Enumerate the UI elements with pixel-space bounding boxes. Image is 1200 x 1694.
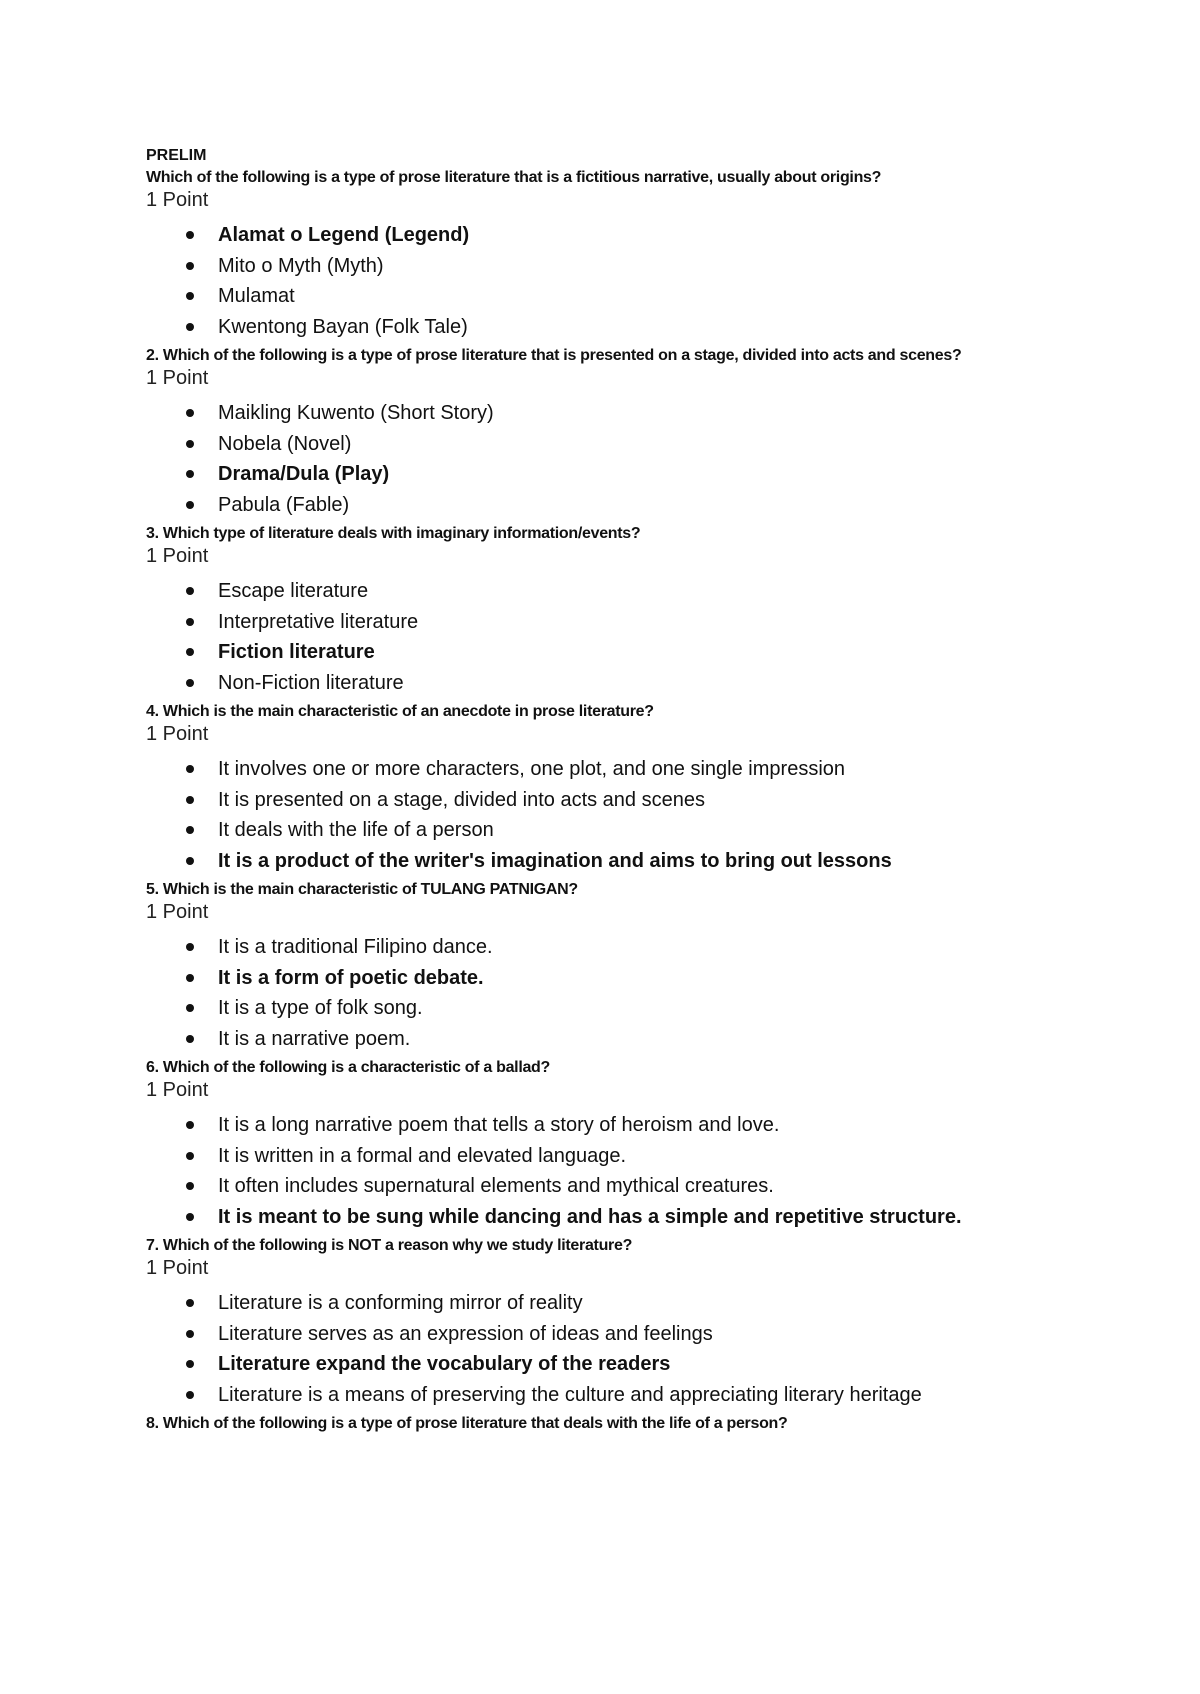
answer-option-label: It involves one or more characters, one plot, and one single impression (218, 758, 846, 780)
bullet-icon (186, 1121, 194, 1129)
answer-options (146, 1288, 1106, 1410)
bullet-icon (186, 409, 194, 417)
bullet-icon (186, 1299, 194, 1307)
answer-option (186, 1171, 1106, 1202)
answer-option-label: Pabula (Fable) (218, 493, 350, 516)
answer-option (186, 1141, 1106, 1172)
question-block (146, 1058, 1106, 1232)
question-block (146, 702, 1106, 876)
answer-option-label: Non-Fiction literature (218, 671, 404, 694)
question-block (146, 346, 1106, 520)
quiz-content (146, 146, 1106, 1434)
question-points: 1 Point (146, 367, 209, 389)
answer-option-label: Mulamat (218, 285, 295, 307)
answer-option (186, 429, 1106, 460)
bullet-icon (186, 826, 194, 834)
answer-options (146, 220, 1106, 342)
bullet-icon (186, 618, 194, 626)
answer-option-label: It is meant to be sung while dancing and has a simple and repetitive structure. (218, 1205, 962, 1228)
answer-option-label: It is a long narrative poem that tells a story of heroism and love. (218, 1114, 780, 1136)
bullet-icon (186, 943, 194, 951)
answer-options (146, 398, 1106, 520)
answer-option (186, 1110, 1106, 1141)
bullet-icon (186, 1330, 194, 1338)
answer-option (186, 1288, 1106, 1319)
answer-option-label: Alamat o Legend (Legend) (218, 224, 470, 246)
answer-option-label: It is a narrative poem. (218, 1027, 411, 1050)
bullet-icon (186, 796, 194, 804)
answer-option-label: Literature is a conforming mirror of reality (218, 1292, 583, 1314)
answer-option-label: It often includes supernatural elements and mythical creatures. (218, 1175, 774, 1197)
question-points: 1 Point (146, 1257, 209, 1279)
answer-option (186, 576, 1106, 607)
bullet-icon (186, 1391, 194, 1399)
answer-option-correct (186, 1202, 1106, 1233)
question-text: Which of the following is a type of prose literature that is a fictitious narrative, usually about origins? (146, 169, 882, 186)
answer-option-label: Fiction literature (218, 641, 375, 663)
answer-option-label: Mito o Myth (Myth) (218, 254, 384, 277)
bullet-icon (186, 1152, 194, 1160)
answer-option-label: It is presented on a stage, divided into acts and scenes (218, 788, 705, 811)
bullet-icon (186, 1360, 194, 1368)
question-text: 5. Which is the main characteristic of TULANG PATNIGAN? (146, 881, 578, 898)
answer-option (186, 281, 1106, 312)
answer-option (186, 490, 1106, 521)
question-block (146, 1236, 1106, 1410)
bullet-icon (186, 323, 194, 331)
answer-option (186, 607, 1106, 638)
question-points: 1 Point (146, 1079, 209, 1101)
bullet-icon (186, 440, 194, 448)
answer-option-label: It is a type of folk song. (218, 997, 423, 1019)
bullet-icon (186, 470, 194, 478)
answer-option-label: It is written in a formal and elevated language. (218, 1144, 627, 1167)
answer-option-label: Literature is a means of preserving the culture and appreciating literary heritage (218, 1383, 922, 1406)
question-text: 4. Which is the main characteristic of an anecdote in prose literature? (146, 703, 654, 720)
bullet-icon (186, 648, 194, 656)
bullet-icon (186, 501, 194, 509)
bullet-icon (186, 857, 194, 865)
answer-option-label: It is a form of poetic debate. (218, 966, 484, 989)
answer-option (186, 398, 1106, 429)
bullet-icon (186, 587, 194, 595)
bullet-icon (186, 1213, 194, 1221)
bullet-icon (186, 679, 194, 687)
bullet-icon (186, 974, 194, 982)
bullet-icon (186, 292, 194, 300)
answer-option-label: It deals with the life of a person (218, 819, 494, 841)
question-block (146, 880, 1106, 1054)
answer-option (186, 251, 1106, 282)
answer-option (186, 932, 1106, 963)
question-points: 1 Point (146, 545, 209, 567)
answer-option-label: It is a product of the writer's imagination and aims to bring out lessons (218, 849, 892, 872)
answer-option-label: Interpretative literature (218, 610, 419, 633)
answer-option-label: Drama/Dula (Play) (218, 463, 390, 485)
question-block (146, 524, 1106, 698)
answer-option (186, 754, 1106, 785)
question-text: 6. Which of the following is a characteristic of a ballad? (146, 1059, 551, 1076)
bullet-icon (186, 765, 194, 773)
bullet-icon (186, 1035, 194, 1043)
question-block (146, 1414, 1106, 1434)
answer-option (186, 993, 1106, 1024)
answer-option-label: It is a traditional Filipino dance. (218, 936, 493, 958)
answer-options (146, 1110, 1106, 1232)
question-list (146, 168, 1106, 1434)
answer-option-label: Maikling Kuwento (Short Story) (218, 402, 494, 424)
answer-option-label: Escape literature (218, 580, 369, 602)
answer-option-label: Nobela (Novel) (218, 432, 352, 455)
answer-option-label: Literature serves as an expression of ideas and feelings (218, 1322, 713, 1345)
answer-option-correct (186, 1349, 1106, 1380)
answer-option-correct (186, 637, 1106, 668)
page-heading: PRELIM (146, 147, 207, 164)
bullet-icon (186, 262, 194, 270)
answer-option (186, 312, 1106, 343)
bullet-icon (186, 231, 194, 239)
answer-option (186, 815, 1106, 846)
question-text: 7. Which of the following is NOT a reason why we study literature? (146, 1237, 633, 1254)
answer-options (146, 754, 1106, 876)
answer-option (186, 1380, 1106, 1411)
question-text: 2. Which of the following is a type of prose literature that is presented on a stage, divided into acts and scenes? (146, 347, 962, 364)
answer-option (186, 785, 1106, 816)
bullet-icon (186, 1004, 194, 1012)
question-text: 8. Which of the following is a type of prose literature that deals with the life of a person? (146, 1415, 788, 1432)
question-text: 3. Which type of literature deals with imaginary information/events? (146, 525, 641, 542)
answer-options (146, 576, 1106, 698)
answer-option-correct (186, 963, 1106, 994)
answer-option-label: Kwentong Bayan (Folk Tale) (218, 315, 468, 338)
question-block (146, 168, 1106, 342)
answer-option (186, 1024, 1106, 1055)
answer-option-correct (186, 459, 1106, 490)
question-points: 1 Point (146, 189, 209, 211)
question-points: 1 Point (146, 723, 209, 745)
answer-option-correct (186, 220, 1106, 251)
bullet-icon (186, 1182, 194, 1190)
answer-option (186, 1319, 1106, 1350)
answer-option-correct (186, 846, 1106, 877)
answer-options (146, 932, 1106, 1054)
answer-option (186, 668, 1106, 699)
answer-option-label: Literature expand the vocabulary of the readers (218, 1353, 671, 1375)
question-points: 1 Point (146, 901, 209, 923)
